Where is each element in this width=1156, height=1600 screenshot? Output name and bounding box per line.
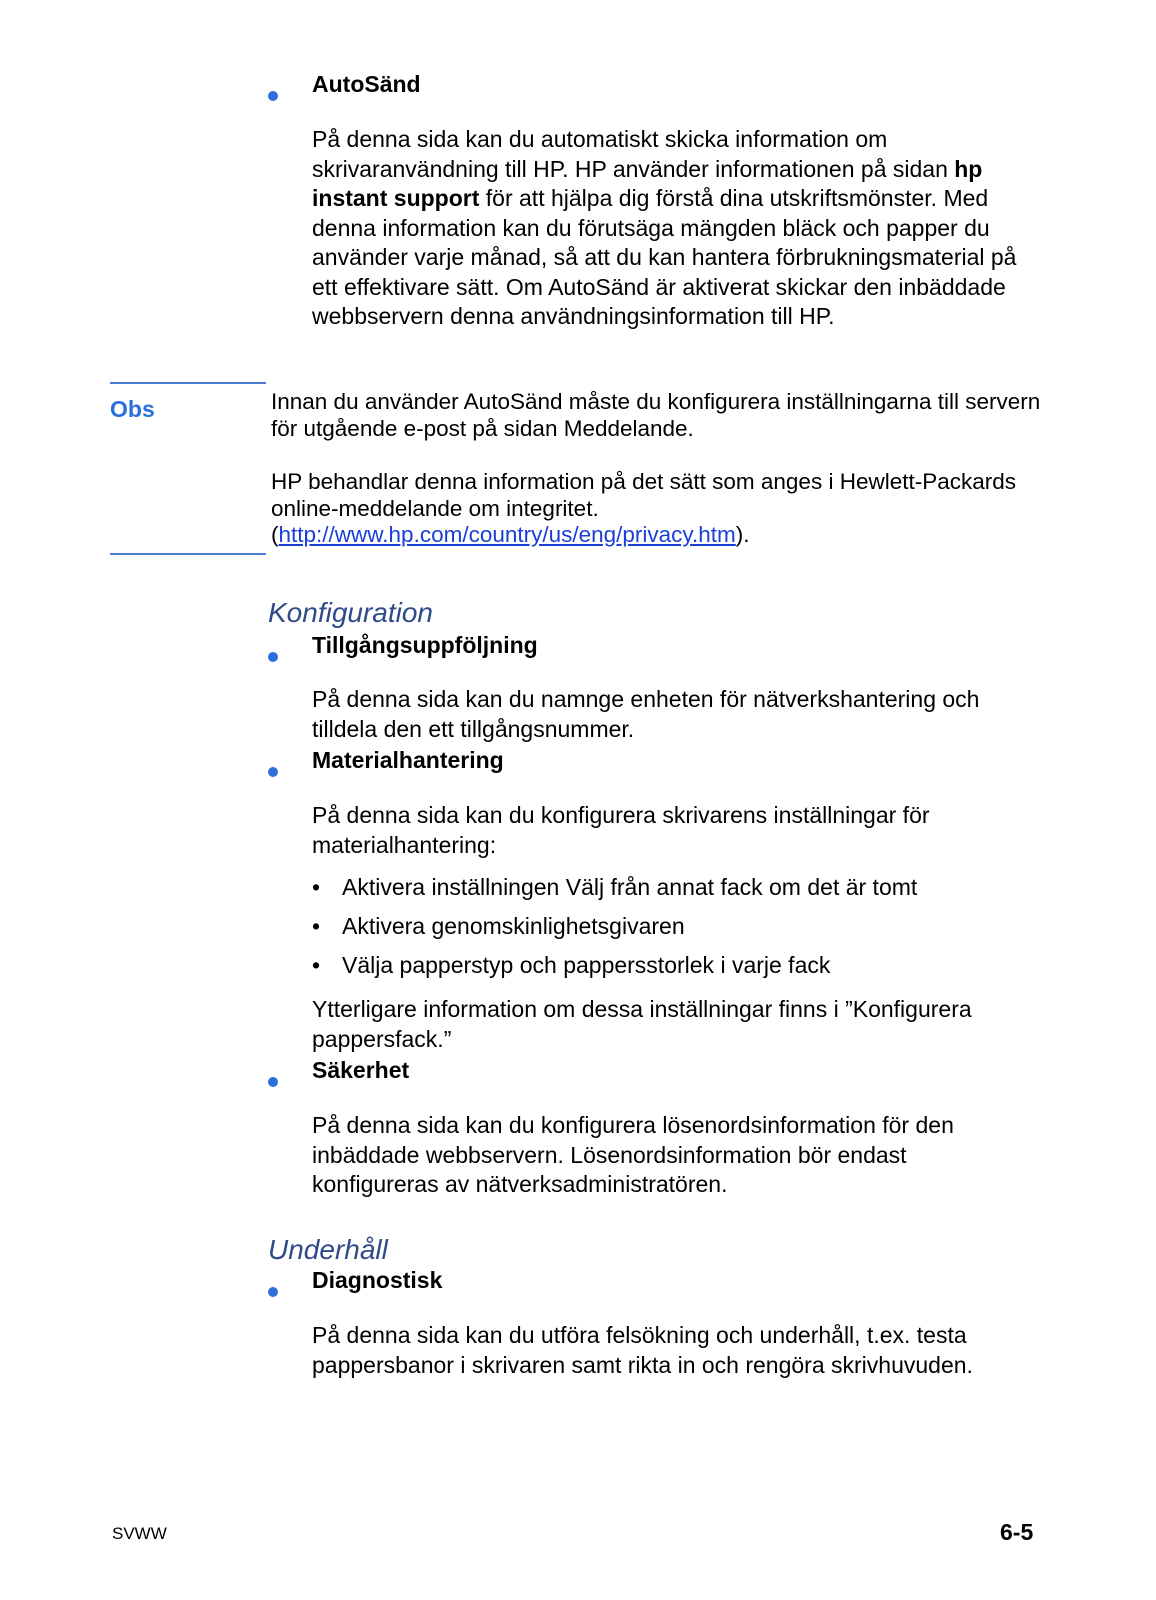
diagnostisk-heading: Diagnostisk <box>312 1266 443 1293</box>
footer-doc-code: SVWW <box>112 1524 167 1543</box>
sakerhet-heading: Säkerhet <box>312 1056 410 1083</box>
diagnostisk-description: På denna sida kan du utföra felsökning och underhåll, t.ex. testa pappersbanor i skrivaren samt rikta in och rengöra skrivhuvuden. <box>312 1322 973 1378</box>
autosand-heading: AutoSänd <box>312 70 421 97</box>
bullet-dot <box>268 91 278 101</box>
tillgang-heading: Tillgångsuppföljning <box>312 631 538 658</box>
note-paragraph-2 <box>271 469 1041 549</box>
note-paragraph-1: Innan du använder AutoSänd måste du konfigurera inställningarna till servern för utgående e-post på sidan Meddelande. <box>271 389 1041 441</box>
section-title-underhall: Underhåll <box>268 1234 388 1265</box>
autosand-bold-term: hp instant support <box>312 155 983 211</box>
bullet-dot <box>268 1077 278 1087</box>
note-top-rule <box>110 382 266 384</box>
material-more-info: Ytterligare information om dessa inställningar finns i ”Konfigurera pappersfack.” <box>312 996 972 1052</box>
bullet-dot <box>268 1287 278 1297</box>
material-heading: Materialhantering <box>312 746 504 773</box>
autosand-text-1: På denna sida kan du automatiskt skicka information om skrivaranvändning till HP. HP använder informationen på sidan <box>312 126 955 182</box>
material-list-item <box>312 874 917 901</box>
material-list-item <box>312 952 830 979</box>
autosand-description <box>312 125 1032 332</box>
bullet-dot <box>268 652 278 662</box>
note-text: HP behandlar denna information på det sätt som anges i Hewlett-Packards online-meddelande om integritet. <box>271 469 1017 521</box>
autosand-text-2: för att hjälpa dig förstå dina utskriftsmönster. Med denna information kan du förutsäga mängden bläck och papper du använder varje månad, så att du kan hantera förbrukningsmaterial på ett effektivare sätt. Om AutoSänd är aktiverat skickar den inbäddade webbservern denna användningsinformation till HP. <box>312 185 1017 329</box>
material-list-item-text: Aktivera inställningen Välj från annat fack om det är tomt <box>342 874 918 900</box>
list-bullet: • <box>312 913 321 939</box>
privacy-link[interactable]: http://www.hp.com/country/us/eng/privacy.htm <box>278 522 736 547</box>
bullet-dot <box>268 767 278 777</box>
material-list-item-text: Välja papperstyp och pappersstorlek i varje fack <box>342 952 831 978</box>
material-list-item <box>312 913 685 940</box>
note-paren-close: ). <box>735 522 750 547</box>
page-number: 6-5 <box>1000 1519 1034 1545</box>
material-list-item-text: Aktivera genomskinlighetsgivaren <box>342 913 685 939</box>
sakerhet-description: På denna sida kan du konfigurera lösenordsinformation för den inbäddade webbservern. Lösenordsinformation bör endast konfigureras av nätverksadministratören. <box>312 1112 954 1197</box>
note-label: Obs <box>110 396 155 422</box>
tillgang-description: På denna sida kan du namnge enheten för nätverkshantering och tilldela den ett tillgångsnummer. <box>312 686 980 742</box>
material-description: På denna sida kan du konfigurera skrivarens inställningar för materialhantering: <box>312 802 930 858</box>
section-title-konfiguration: Konfiguration <box>268 597 434 628</box>
list-bullet: • <box>312 952 321 978</box>
list-bullet: • <box>312 874 321 900</box>
note-bottom-rule <box>110 553 266 555</box>
note-paren-open: ( <box>271 522 279 547</box>
